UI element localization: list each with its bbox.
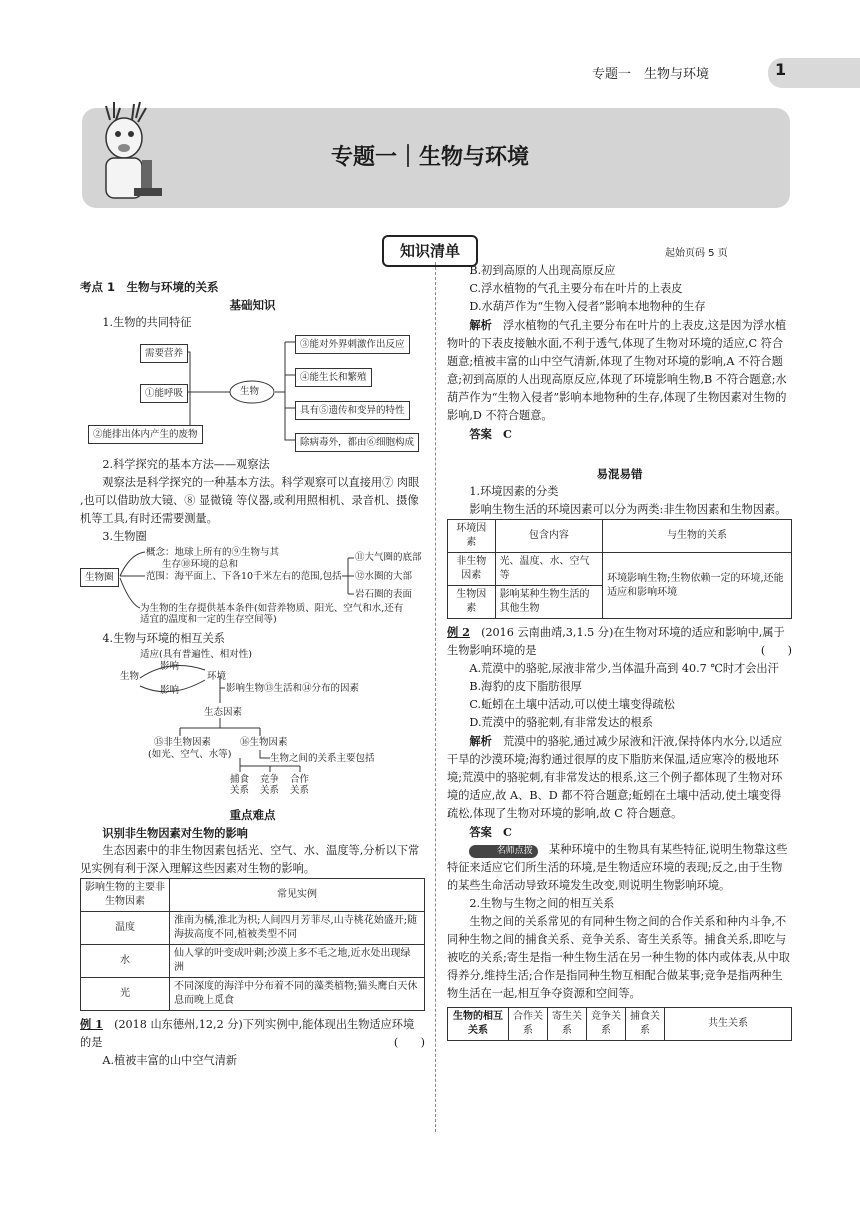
table-header: 环境因素	[448, 520, 496, 553]
start-page-note: 起始页码 5 页	[665, 248, 728, 259]
option-d: D.水葫芦作为“生物入侵者”影响本地物种的生存	[469, 300, 706, 313]
biotic-label: ⑯生物因素	[240, 737, 288, 748]
eco-factor-label: 生态因素	[204, 707, 243, 718]
option-c: C.蚯蚓在土壤中活动,可以使土壤变得疏松	[469, 698, 675, 711]
table-row	[448, 1008, 792, 1041]
relation-suffix: 关系	[230, 785, 250, 796]
paragraph: 影响生物生活的环境因素可以分为两类:非生物因素和生物因素。	[469, 503, 787, 516]
column-divider	[435, 262, 436, 1132]
relation-suffix: 关系	[290, 785, 310, 796]
item-heading: 4.生物与环境的相互关系	[102, 632, 225, 645]
table-cell: 非生物因素	[448, 553, 496, 586]
table-cell: 淮南为橘,淮北为枳;人间四月芳菲尽,山寺桃花始盛开;随海拔高度不同,植被类型不同	[170, 912, 425, 945]
feature-box: 具有⑤遗传和变异的特性	[295, 401, 410, 420]
answer-blank: ( )	[760, 644, 792, 657]
option-b: B.初到高原的人出现高原反应	[469, 264, 616, 277]
relations-table	[447, 1007, 792, 1041]
example-label: 例 2	[447, 625, 470, 639]
knowledge-list-tag: 知识清单	[382, 235, 478, 267]
table-cell: 生物因素	[448, 586, 496, 619]
influence-label: 影响	[160, 661, 180, 672]
abiotic-examples-table	[80, 878, 425, 1011]
explanation-label: 解析	[469, 318, 492, 332]
example-1-question	[80, 1015, 425, 1052]
table-row	[81, 978, 425, 1011]
table-cell: 光、温度、水、空气等	[495, 553, 603, 586]
teacher-tip	[447, 841, 792, 895]
features-diagram	[80, 332, 425, 452]
biosphere-concept: 概念：地球上所有的⑨生物与其	[146, 547, 280, 558]
table-cell: 寄生关系	[548, 1008, 587, 1041]
relation-competition: 竞争	[260, 774, 280, 785]
feature-box: 除病毒外，都由⑥细胞构成	[295, 433, 419, 452]
table-cell: 仙人掌的叶变成叶刺;沙漠上多不毛之地,近水处出现绿洲	[170, 945, 425, 978]
paragraph: 生态因素中的非生物因素包括光、空气、水、温度等,分析以下常见实例有利于深入理解这些因素对生物的影响。	[80, 844, 420, 875]
right-column	[447, 262, 792, 1041]
option-a: A.植被丰富的山中空气清新	[102, 1054, 238, 1067]
relation-predation: 捕食	[230, 774, 250, 785]
diagram-center-label: 生物	[240, 386, 260, 397]
biosphere-function-2: 适宜的温度和一定的生存空间等)	[140, 614, 277, 625]
relations-label: 生物之间的关系主要包括	[270, 753, 375, 764]
item-heading: 2.生物与生物之间的相互关系	[469, 897, 615, 910]
table-cell: 竞争关系	[587, 1008, 626, 1041]
biosphere-part: 岩石圈的表面	[355, 589, 413, 600]
abiotic-label: ⑮非生物因素	[154, 737, 212, 748]
table-header: 常见实例	[170, 879, 425, 912]
subheading: 重点难点	[229, 808, 276, 822]
teacher-tip-text: 某种环境中的生物具有某些特征,说明生物靠这些特征来适应它们所生活的环境,是生物适应环境的表现;反之,由于生物的某些生命活动导致环境发生改变,则说明生物影响环境。	[447, 843, 788, 892]
biosphere-part: ⑪大气圈的底部	[355, 552, 422, 563]
influence-label: 影响	[160, 685, 180, 696]
table-row	[81, 912, 425, 945]
relation-suffix: 关系	[260, 785, 280, 796]
factor-label: 影响生物⑬生活和⑭分布的因素	[226, 683, 360, 694]
table-cell: 共生关系	[665, 1008, 792, 1041]
subheading: 易混易错	[596, 467, 643, 481]
table-row	[448, 553, 792, 586]
subheading: 基础知识	[229, 298, 276, 312]
question-text: (2016 云南曲靖,3,1.5 分)在生物对环境的适应和影响中,属于生物影响环境的是	[447, 626, 785, 657]
organism-label: 生物	[120, 671, 140, 682]
table-cell: 不同深度的海洋中分布着不同的藻类植物;猫头鹰白天休息而晚上觅食	[170, 978, 425, 1011]
paragraph: 观察法是科学探究的一种基本方法。科学观察可以直接用⑦ 肉眼 ,也可以借助放大镜、⑧ 显微镜 等仪器,或利用照相机、录音机、摄像机等工具,有时还需要测量。	[80, 476, 420, 525]
abiotic-examples: (如光、空气、水等)	[148, 749, 232, 760]
feature-box: ④能生长和繁殖	[295, 368, 372, 387]
feature-box: ③能对外界刺激作出反应	[295, 335, 410, 354]
header-topic: 专题一 生物与环境	[592, 67, 710, 82]
table-cell: 光	[81, 978, 170, 1011]
relationship-diagram	[80, 648, 425, 798]
table-row	[81, 945, 425, 978]
biosphere-function: 为生物的生存提供基本条件(如营养物质、阳光、空气和水,还有	[140, 603, 404, 614]
answer: 答案 C	[469, 427, 512, 441]
relation-cooperation: 合作	[290, 774, 310, 785]
table-cell: 温度	[81, 912, 170, 945]
biosphere-diagram	[80, 546, 425, 626]
table-header: 包含内容	[495, 520, 603, 553]
paragraph: 生物之间的关系常见的有同种生物之间的合作关系和种内斗争,不同种生物之间的捕食关系、竞争关系、寄生关系等。捕食关系,即吃与被吃的关系;寄生是指一种生物生活在另一种生物的体内或体表,从中取得养分,维持生活;合作是指同种生物互相配合做某事;竞争是指两种生物生活在一起,相互争夺资源和空间等。	[447, 915, 790, 1000]
feature-box: ①能呼吸	[140, 384, 188, 403]
table-cell: 捕食关系	[626, 1008, 665, 1041]
option-a: A.荒漠中的骆驼,尿液非常少,当体温升高到 40.7 ℃时才会出汗	[469, 662, 779, 675]
option-d: D.荒漠中的骆驼刺,有非常发达的根系	[469, 716, 653, 729]
option-b: B.海豹的皮下脂肪很厚	[469, 680, 582, 693]
explanation-label: 解析	[469, 734, 492, 748]
section-heading: 考点 1 生物与环境的关系	[80, 280, 219, 294]
item-heading: 1.环境因素的分类	[469, 485, 559, 498]
answer-blank: ( )	[393, 1036, 425, 1049]
table-cell: 合作关系	[509, 1008, 548, 1041]
key-subheading: 识别非生物因素对生物的影响	[102, 826, 248, 840]
biosphere-part: ⑫水圈的大部	[355, 571, 413, 582]
explanation-text: 荒漠中的骆驼,通过减少尿液和汗液,保持体内水分,以适应干旱的沙漠环境;海豹通过很厚的皮下脂肪来保温,适应寒冷的极地环境;荒漠中的骆驼刺,有非常发达的根系,这三个例子都体现了生物对环境的适应,故 A、B、D 都不符合题意;蚯蚓在土壤中活动,使土壤变得疏松,体现了生物对环境的影响,故 C 符合题意。	[447, 735, 783, 820]
table-cell: 生物的相互关系	[448, 1008, 509, 1041]
feature-box: ②能排出体内产生的废物	[88, 425, 203, 444]
example-label: 例 1	[80, 1017, 103, 1031]
factor-classification-table	[447, 519, 792, 619]
page-title: 专题一｜生物与环境	[330, 145, 529, 170]
biosphere-range: 范围：海平面上、下各10千米左右的范围,包括	[146, 571, 342, 582]
item-heading: 1.生物的共同特征	[102, 316, 192, 329]
feature-box: 需要营养	[140, 344, 188, 363]
table-header: 与生物的关系	[603, 520, 792, 553]
adaptation-label: 适应(具有普遍性、相对性)	[140, 649, 252, 660]
table-cell: 水	[81, 945, 170, 978]
explanation	[447, 316, 792, 425]
answer: 答案 C	[469, 825, 512, 839]
question-text: (2018 山东德州,12,2 分)下列实例中,能体现出生物适应环境的是	[80, 1018, 415, 1049]
explanation-text: 浮水植物的气孔主要分布在叶片的上表皮,这是因为浮水植物叶的下表皮接触水面,不利于透气,体现了生物对环境的适应,C 符合题意;植被丰富的山中空气清新,体现了生物对环境的影响,A 不符合题意;初到高原的人出现高原反应,体现了环境影响生物,B 不符合题意;水葫芦作为“生物入侵者”影响本地物种的生存,体现了生物因素对生物的影响,D 不符合题意。	[447, 319, 787, 422]
teacher-tip-badge: 名师点拨	[469, 845, 537, 858]
item-heading: 2.科学探究的基本方法——观察法	[102, 458, 270, 471]
explanation	[447, 732, 792, 823]
page-number: 1	[775, 60, 787, 79]
item-heading: 3.生物圈	[102, 530, 147, 543]
table-cell: 环境影响生物;生物依赖一定的环境,还能适应和影响环境	[603, 553, 792, 619]
biosphere-concept-2: 生存⑩环境的总和	[162, 559, 239, 570]
biosphere-root: 生物圈	[80, 568, 119, 587]
left-column	[80, 278, 425, 1070]
table-header: 影响生物的主要非生物因素	[81, 879, 170, 912]
option-c: C.浮水植物的气孔主要分布在叶片的上表皮	[469, 282, 683, 295]
environment-label: 环境	[207, 671, 227, 682]
example-2-question	[447, 623, 792, 660]
table-cell: 影响某种生物生活的其他生物	[495, 586, 603, 619]
